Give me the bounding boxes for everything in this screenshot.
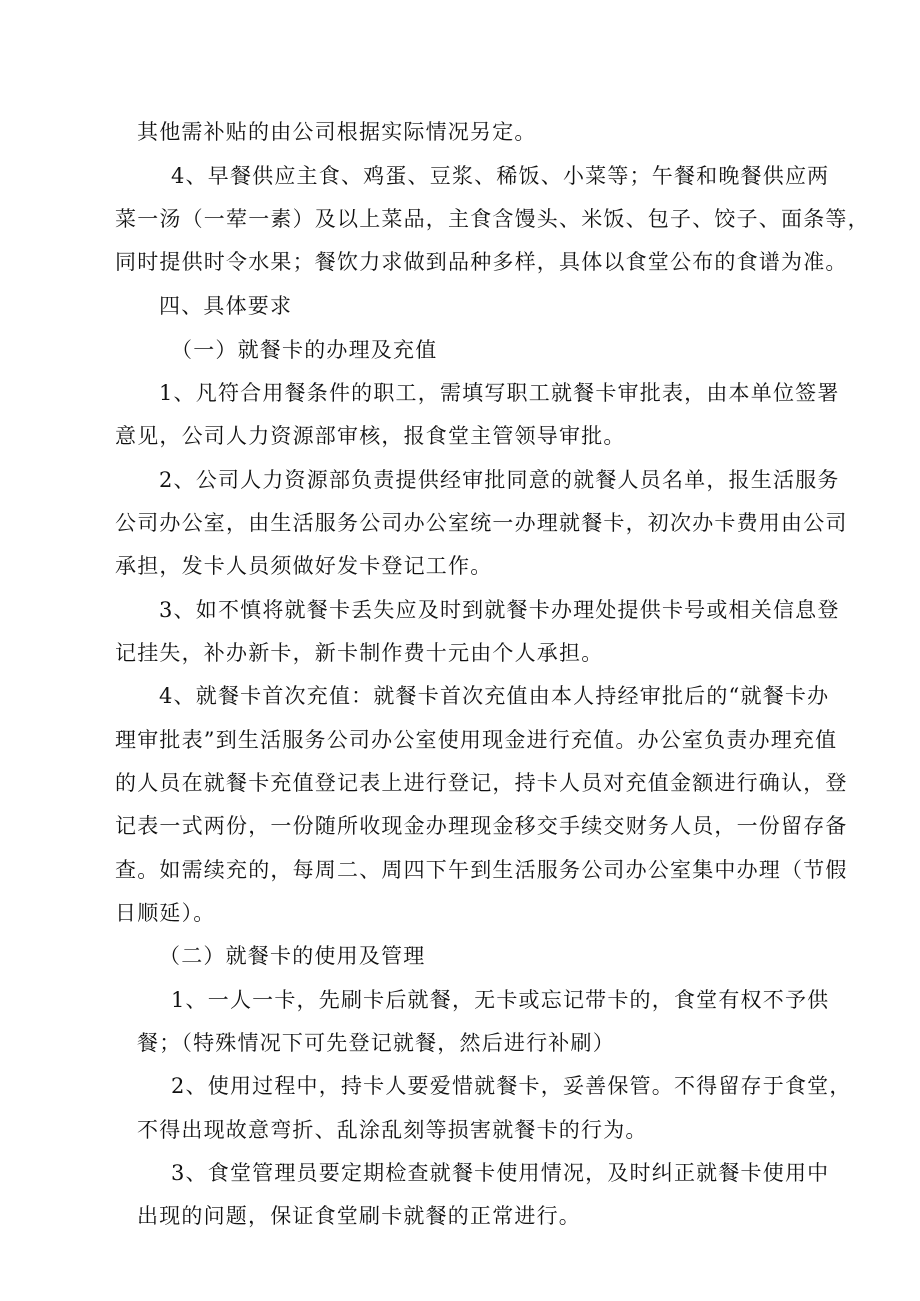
text-line: 菜一汤（一荤一素）及以上菜品，主食含馒头、米饭、包子、饺子、面条等， <box>115 207 870 231</box>
text-line: 记挂失，补办新卡，新卡制作费十元由个人承担。 <box>115 641 604 665</box>
text-line: 2、公司人力资源部负责提供经审批同意的就餐人员名单，报生活服务 <box>159 468 840 492</box>
subsection-heading: （一）就餐卡的办理及充值 <box>171 338 438 362</box>
text-line: 理审批表”到生活服务公司办公室使用现金进行充值。办公室负责办理充值 <box>115 728 838 752</box>
text-line: 同时提供时令水果；餐饮力求做到品种多样，具体以食堂公布的食谱为准。 <box>115 250 848 274</box>
text-line: 的人员在就餐卡充值登记表上进行登记，持卡人员对充值金额进行确认，登 <box>115 771 848 795</box>
text-line: 4、早餐供应主食、鸡蛋、豆浆、稀饭、小菜等；午餐和晚餐供应两 <box>171 164 830 188</box>
text-line: 1、一人一卡，先刷卡后就餐，无卡或忘记带卡的，食堂有权不予供 <box>171 988 830 1012</box>
text-line: 4、就餐卡首次充值：就餐卡首次充值由本人持经审批后的“就餐卡办 <box>159 684 830 708</box>
text-line: 2、使用过程中，持卡人要爱惜就餐卡，妥善保管。不得留存于食堂， <box>171 1074 852 1098</box>
section-heading: 四、具体要求 <box>159 294 293 318</box>
text-line: 餐；（特殊情况下可先登记就餐，然后进行补刷） <box>137 1031 615 1055</box>
text-line: 日顺延）。 <box>115 901 216 925</box>
text-line: 承担，发卡人员须做好发卡登记工作。 <box>115 554 493 578</box>
text-line: 查。如需续充的，每周二、周四下午到生活服务公司办公室集中办理（节假 <box>115 858 848 882</box>
subsection-heading: （二）就餐卡的使用及管理 <box>159 944 426 968</box>
text-line: 意见，公司人力资源部审核，报食堂主管领导审批。 <box>115 424 626 448</box>
text-line: 不得出现故意弯折、乱涂乱刻等损害就餐卡的行为。 <box>137 1118 648 1142</box>
text-line: 记表一式两份，一份随所收现金办理现金移交手续交财务人员，一份留存备 <box>115 814 848 838</box>
text-line: 3、如不慎将就餐卡丢失应及时到就餐卡办理处提供卡号或相关信息登 <box>159 598 840 622</box>
text-line: 公司办公室，由生活服务公司办公室统一办理就餐卡，初次办卡费用由公司 <box>115 511 848 535</box>
text-line: 3、食堂管理员要定期检查就餐卡使用情况，及时纠正就餐卡使用中 <box>171 1161 830 1185</box>
text-line: 出现的问题，保证食堂刷卡就餐的正常进行。 <box>137 1204 581 1228</box>
text-line: 其他需补贴的由公司根据实际情况另定。 <box>137 120 537 144</box>
text-line: 1、凡符合用餐条件的职工，需填写职工就餐卡审批表，由本单位签署 <box>159 381 840 405</box>
